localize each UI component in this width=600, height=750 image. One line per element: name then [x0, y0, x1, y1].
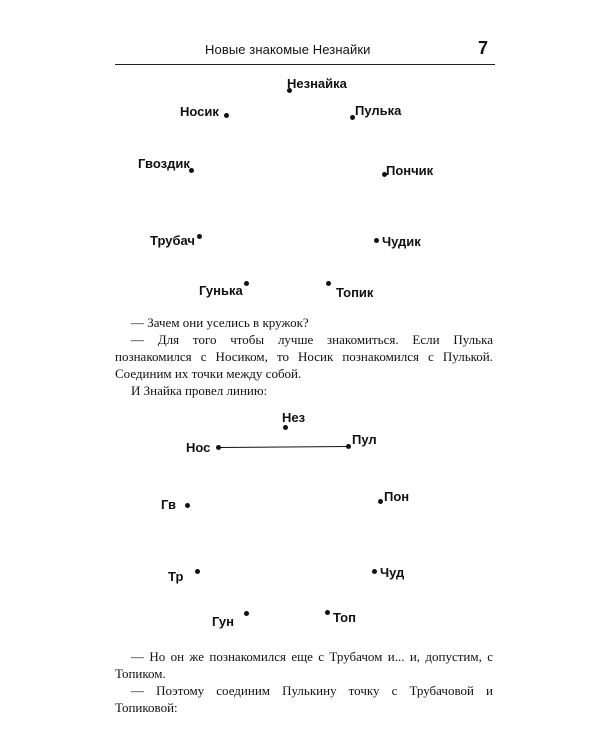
node-label-trubach: Трубач: [150, 233, 195, 248]
paragraph: — Для того чтобы лучше знакомиться. Если Пулька познакомился с Носиком, то Носик познакомился с Пулькой. Соединим их точки между собой.: [115, 332, 493, 381]
node-dot-pulka: [350, 115, 355, 120]
paragraph: И Знайка провел линию:: [131, 383, 268, 398]
node-dot-gunka: [244, 281, 249, 286]
node-dot-nez: [283, 425, 288, 430]
node-dot-pon: [378, 499, 383, 504]
text-block-2: [115, 648, 493, 716]
node-dot-gv: [185, 503, 190, 508]
node-label-pon: Пон: [384, 489, 410, 504]
node-dot-top: [325, 610, 330, 615]
paragraph: — Зачем они уселись в кружок?: [131, 315, 309, 330]
node-dot-chudik: [374, 238, 379, 243]
node-dot-nos: [216, 445, 221, 450]
node-label-neznaika: Незнайка: [287, 76, 347, 91]
node-label-nosik: Носик: [180, 104, 219, 119]
node-label-gvozdik: Гвоздик: [138, 156, 190, 171]
node-dot-tr: [195, 569, 200, 574]
text-block-1: [115, 314, 493, 399]
node-label-gunka: Гунька: [199, 283, 243, 298]
paragraph: — Но он же познакомился еще с Трубачом и... и, допустим, с Топиком.: [115, 649, 493, 681]
node-dot-nosik: [224, 113, 229, 118]
node-label-gun: Гун: [212, 614, 234, 629]
node-label-nos: Нос: [186, 440, 211, 455]
node-dot-pul: [346, 444, 351, 449]
paragraph: — Поэтому соединим Пулькину точку с Трубачовой и Топиковой:: [115, 683, 493, 715]
node-label-tr: Тр: [168, 569, 184, 584]
node-dot-chud: [372, 569, 377, 574]
running-header-title: Новые знакомые Незнайки: [205, 42, 371, 57]
edge-nos-pul: [218, 446, 348, 448]
node-label-top: Топ: [333, 610, 356, 625]
page-number: 7: [478, 38, 489, 58]
node-dot-topik: [326, 281, 331, 286]
node-label-pul: Пул: [352, 432, 377, 447]
node-label-gv: Гв: [161, 497, 177, 512]
node-dot-trubach: [197, 234, 202, 239]
node-label-chud: Чуд: [380, 565, 405, 580]
node-label-ponchik: Пончик: [386, 163, 434, 178]
node-label-topik: Топик: [336, 285, 374, 300]
node-label-pulka: Пулька: [355, 103, 402, 118]
node-label-chudik: Чудик: [382, 234, 421, 249]
node-label-nez: Нез: [282, 410, 306, 425]
node-dot-gun: [244, 611, 249, 616]
acquaintance-diagram-full-names: [0, 0, 600, 310]
